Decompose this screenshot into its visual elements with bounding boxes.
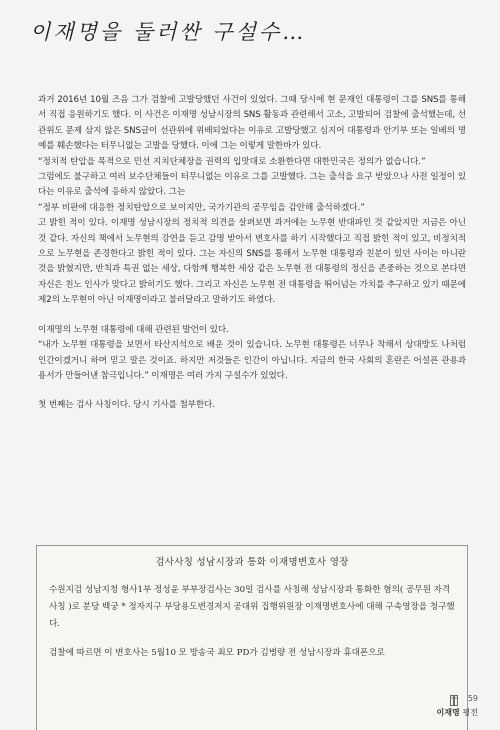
quote: “정부 비판에 대응한 정치탄압으로 보이지만, 국가기관의 공무임을 감안해 출석하겠다.” [38,202,365,213]
page-footer [437,686,478,718]
article-paragraph: 검찰에 따르면 이 변호사는 5월10 모 방송국 최모 PD가 김병량 전 성남시장과 휴대폰으로 [49,648,385,658]
quote: “정치적 탄압을 목적으로 민선 지치단체장을 권력의 입맛대로 소환한다면 대한민국은 정의가 없습니다.” [38,156,426,167]
page-number: 59 [467,694,478,703]
page-title: 이재명을 둘러싼 구설수… [30,20,307,44]
book-icon [450,691,459,702]
paragraph: 그럼에도 불구하고 여러 보수단체들이 터무니없는 이유로 그를 고발했다. 그는 출석을 요구 받았으나 사전 일정이 있다는 이유로 출석에 응하지 않았다. 그는 [38,172,466,198]
quote: “내가 노무현 대통령을 보면서 타산지석으로 배운 것이 있습니다. 노무현 대통령은 너무나 착해서 상대방도 나처럼 인간이겠거니 하며 믿고 말은 것이죠. 하지만 저것들은 인간이 아닙니다. 지금의 한국 사회의 혼란은 어설픈 관용과 용서가 만들어낸 참극입니다.” 이재명은 여러 가지 구설수가 있었다. [38,340,466,381]
paragraph: 고 밝힌 적이 있다. 이재명 성남시장의 정치적 의견을 살펴보면 과거에는 노무현 반대파인 것 같았지만 지금은 아닌 것 같다. 자신의 책에서 노무현의 강연을 듣고 감명 받아서 변호사를 하기 시작했다고 직접 밝힌 적이 있고, 비정치적으로 노무현을 존경한다고 밝힌 적이 있다. 그는 자신의 SNS를 통해서 노무현 대통령과 친분이 있던 사이는 아니란 것을 밝혔지만, 반칙과 특권 없는 세상, 다함께 행복한 세상 같은 노무현 전 대통령의 정신을 존중하는 것으로 본다면 자신은 친노 인사가 맞다고 밝히기도 했다. 그리고 자신은 노무현 전 대통령을 뛰어넘는 가치를 추구하고 있기 때문에 제2의 노무현이 아닌 이재명이라고 불러달라고 말하기도 하였다. [38,218,466,306]
brand-name: 이재명 [436,708,460,717]
brand-label [437,707,478,718]
article-excerpt-box [36,545,468,730]
article-title: 검사사칭 성남시장과 통화 이재명변호사 영장 [155,557,349,568]
paragraph: 이재명의 노무현 대통령에 대해 관련된 발언이 있다. [38,324,229,335]
paragraph: 첫 번째는 검사 사칭이다. 당시 기사를 첨부한다. [38,400,215,411]
article-paragraph: 수원지검 성남지청 형사1부 정성윤 부부장검사는 30일 검사를 사칭해 성남시장과 통화한 혐의( 공무원 자격사칭 )로 분당 백궁 * 정자지구 부당용도변경저지 공대위 집행위원장 이재명변호사에 대해 구속영장을 청구했다. [49,585,455,629]
article-body [49,582,455,662]
paragraph: 과거 2016년 10월 즈음 그가 검찰에 고발당했던 사건이 있었다. 그때 당시에 현 문재인 대통령이 그를 SNS를 통해서 직접 응원하기도 했다. 이 사건은 이재명 성남시장의 SNS 활동과 관련해서 고소, 고발되어 검찰에 출석했는데, 선관위도 문제 삼지 않은 SNS글이 선관위에 위배되었다는 이유로 고발당했고 심지어 대통령과 안기부 또는 일베의 명예를 훼손했다는 터무니없는 고발을 당했다. 이에 그는 이렇게 말한바가 있다. [38,95,466,152]
body-text [38,93,466,414]
brand-suffix: 평전 [462,708,478,717]
